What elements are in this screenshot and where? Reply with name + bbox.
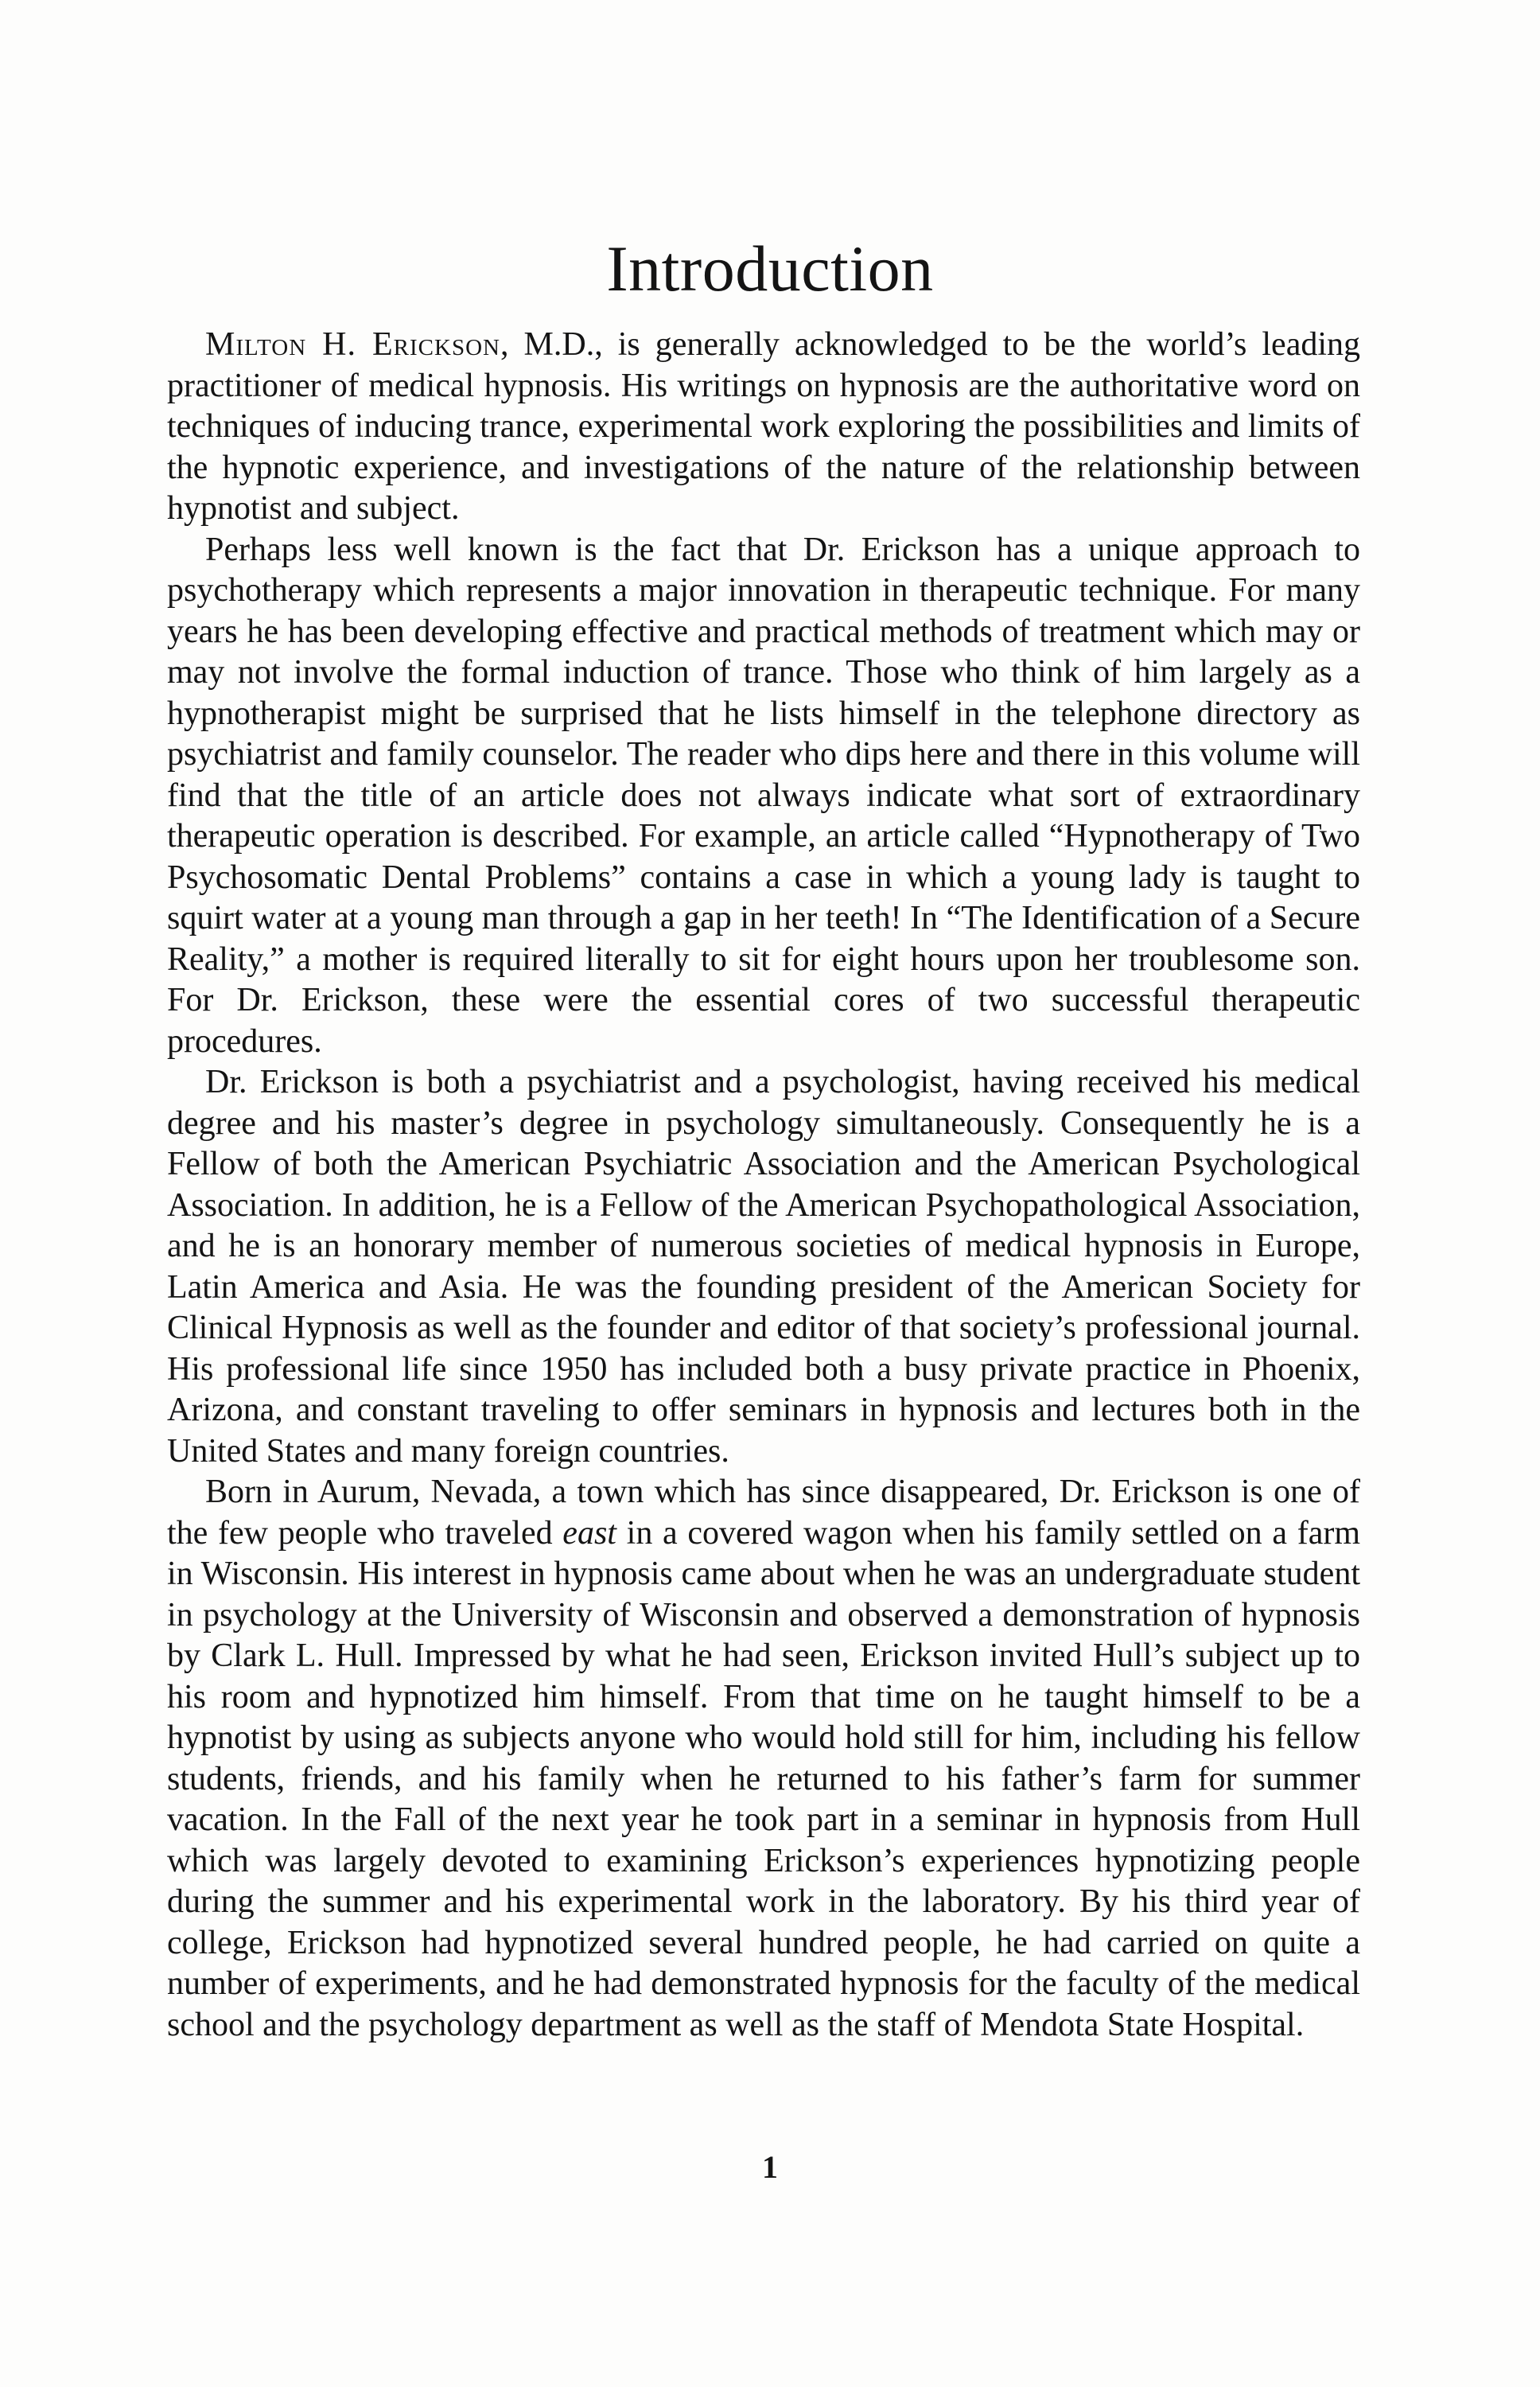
paragraph-1-text: , M.D., is generally acknowledged to be the world’s leading practitioner of medical hypnosis. His writings on hypnosis are the authoritative word on techniques of inducing trance, experimental work exploring the possibilities and limits of the hypnotic experience, and investigations of the nature of the relationship between hypnotist and subject.: [167, 326, 1360, 527]
paragraph-1: [167, 325, 1360, 530]
paragraph-2: Perhaps less well known is the fact that Dr. Erickson has a unique approach to psychotherapy which represents a major innovation in therapeutic technique. For many years he has been developing effective and practical methods of treatment which may or may not involve the formal induction of trance. Those who think of him largely as a hypnotherapist might be surprised that he lists himself in the telephone directory as psychiatrist and family counselor. The reader who dips here and there in this volume will find that the title of an article does not always indicate what sort of extraordinary therapeutic operation is described. For example, an article called “Hypnotherapy of Two Psychosomatic Dental Problems” contains a case in which a young lady is taught to squirt water at a young man through a gap in her teeth! In “The Identification of a Secure Reality,” a mother is required literally to sit for eight hours upon her troublesome son. For Dr. Erickson, these were the essential cores of two successful therapeutic procedures.: [167, 531, 1360, 1060]
paragraph-4-text-a: Born in Aurum, Nevada, a town which has since disappeared, Dr. Erickson is one of the few people who traveled: [167, 1474, 1360, 1552]
paragraph-4-text-b: in a covered wagon when his family settled on a farm in Wisconsin. His interest in hypnosis came about when he was an undergraduate student in psychology at the University of Wisconsin and observed a demonstration of hypnosis by Clark L. Hull. Impressed by what he had seen, Erickson invited Hull’s subject up to his room and hypnotized him himself. From that time on he taught himself to be a hypnotist by using as subjects anyone who would hold still for him, including his fellow students, friends, and his family when he returned to his father’s farm for summer vacation. In the Fall of the next year he took part in a seminar in hypnosis from Hull which was largely devoted to examining Erickson’s experiences hypnotizing people during the summer and his experimental work in the laboratory. By his third year of college, Erickson had hypnotized several hundred people, he had carried on quite a number of experiments, and he had demonstrated hypnosis for the faculty of the medical school and the psychology department as well as the staff of Mendota State Hospital.: [167, 1514, 1360, 2043]
italic-word: east: [562, 1514, 616, 1552]
chapter-title: Introduction: [606, 232, 934, 305]
paragraph-4: [167, 1472, 1360, 2046]
body-text: [167, 325, 1360, 2046]
page-number: 1: [762, 2149, 778, 2185]
paragraph-3: Dr. Erickson is both a psychiatrist and a psychologist, having received his medical degree and his master’s degree in psychology simultaneously. Consequently he is a Fellow of both the American Psychiatric Association and the American Psychological Association. In addition, he is a Fellow of the American Psychopathological Association, and he is an honorary member of numerous societies of medical hypnosis in Europe, Latin America and Asia. He was the founding president of the American Society for Clinical Hypnosis as well as the founder and editor of that society’s professional journal. His professional life since 1950 has included both a busy private practice in Phoenix, Arizona, and constant traveling to offer seminars in hypnosis and lectures both in the United States and many foreign countries.: [167, 1064, 1360, 1470]
author-name-small-caps: Milton H. Erickson: [205, 326, 500, 363]
